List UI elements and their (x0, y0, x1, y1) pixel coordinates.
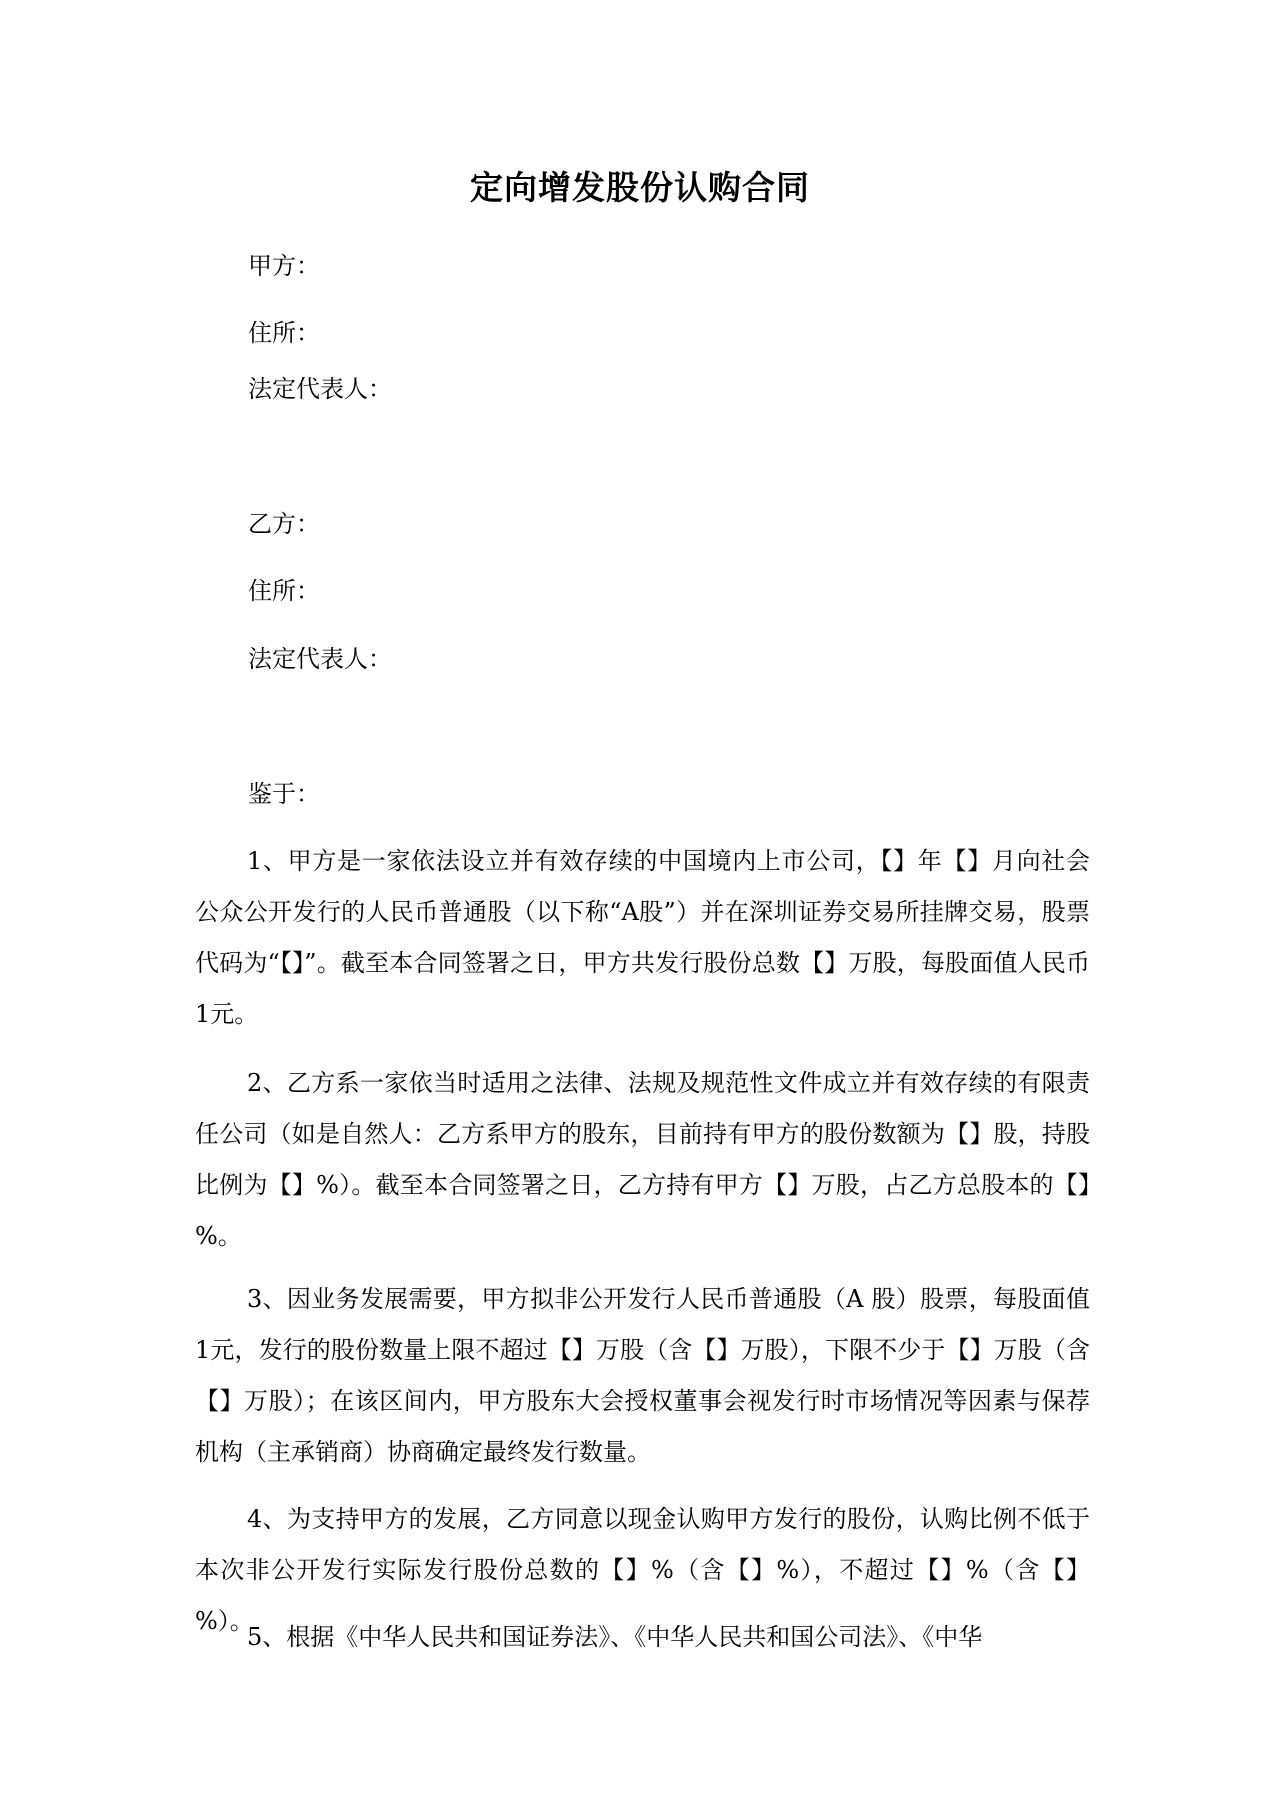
party-a-rep-label: 法定代表人： (248, 375, 392, 403)
party-a-name-label: 甲方： (248, 252, 320, 280)
document-title: 定向增发股份认购合同 (470, 168, 810, 207)
clause-5: 5、根据《中华人民共和国证券法》、《中华人民共和国公司法》、《中华 (247, 1623, 983, 1651)
party-b-rep-label: 法定代表人： (248, 645, 392, 673)
whereas-label: 鉴于： (248, 780, 320, 808)
party-b-name-label: 乙方： (248, 510, 320, 538)
clause-4: 4、为支持甲方的发展，乙方同意以现金认购甲方发行的股份，认购比例不低于本次非公开发行实际发行股份总数的【】%（含【】%），不超过【】%（含【】%）。 (195, 1505, 1090, 1635)
clause-2: 2、乙方系一家依当时适用之法律、法规及规范性文件成立并有效存续的有限责任公司（如是自然人：乙方系甲方的股东，目前持有甲方的股份数额为【】股，持股比例为【】%）。截至本合同签署之日，乙方持有甲方【】万股，占乙方总股本的【】%。 (195, 1069, 1090, 1250)
clause-3: 3、因业务发展需要，甲方拟非公开发行人民币普通股（A 股）股票，每股面值1元，发行的股份数量上限不超过【】万股（含【】万股），下限不少于【】万股（含【】万股）；在该区间内，甲方股东大会授权董事会视发行时市场情况等因素与保荐机构（主承销商）协商确定最终发行数量。 (195, 1285, 1090, 1466)
party-a-address-label: 住所： (248, 319, 320, 347)
party-b-address-label: 住所： (248, 577, 320, 605)
clause-1: 1、甲方是一家依法设立并有效存续的中国境内上市公司，【】年【】月向社会公众公开发行的人民币普通股（以下称“A股”）并在深圳证券交易所挂牌交易，股票代码为“【】”。截至本合同签署之日，甲方共发行股份总数【】万股，每股面值人民币1元。 (195, 847, 1090, 1028)
